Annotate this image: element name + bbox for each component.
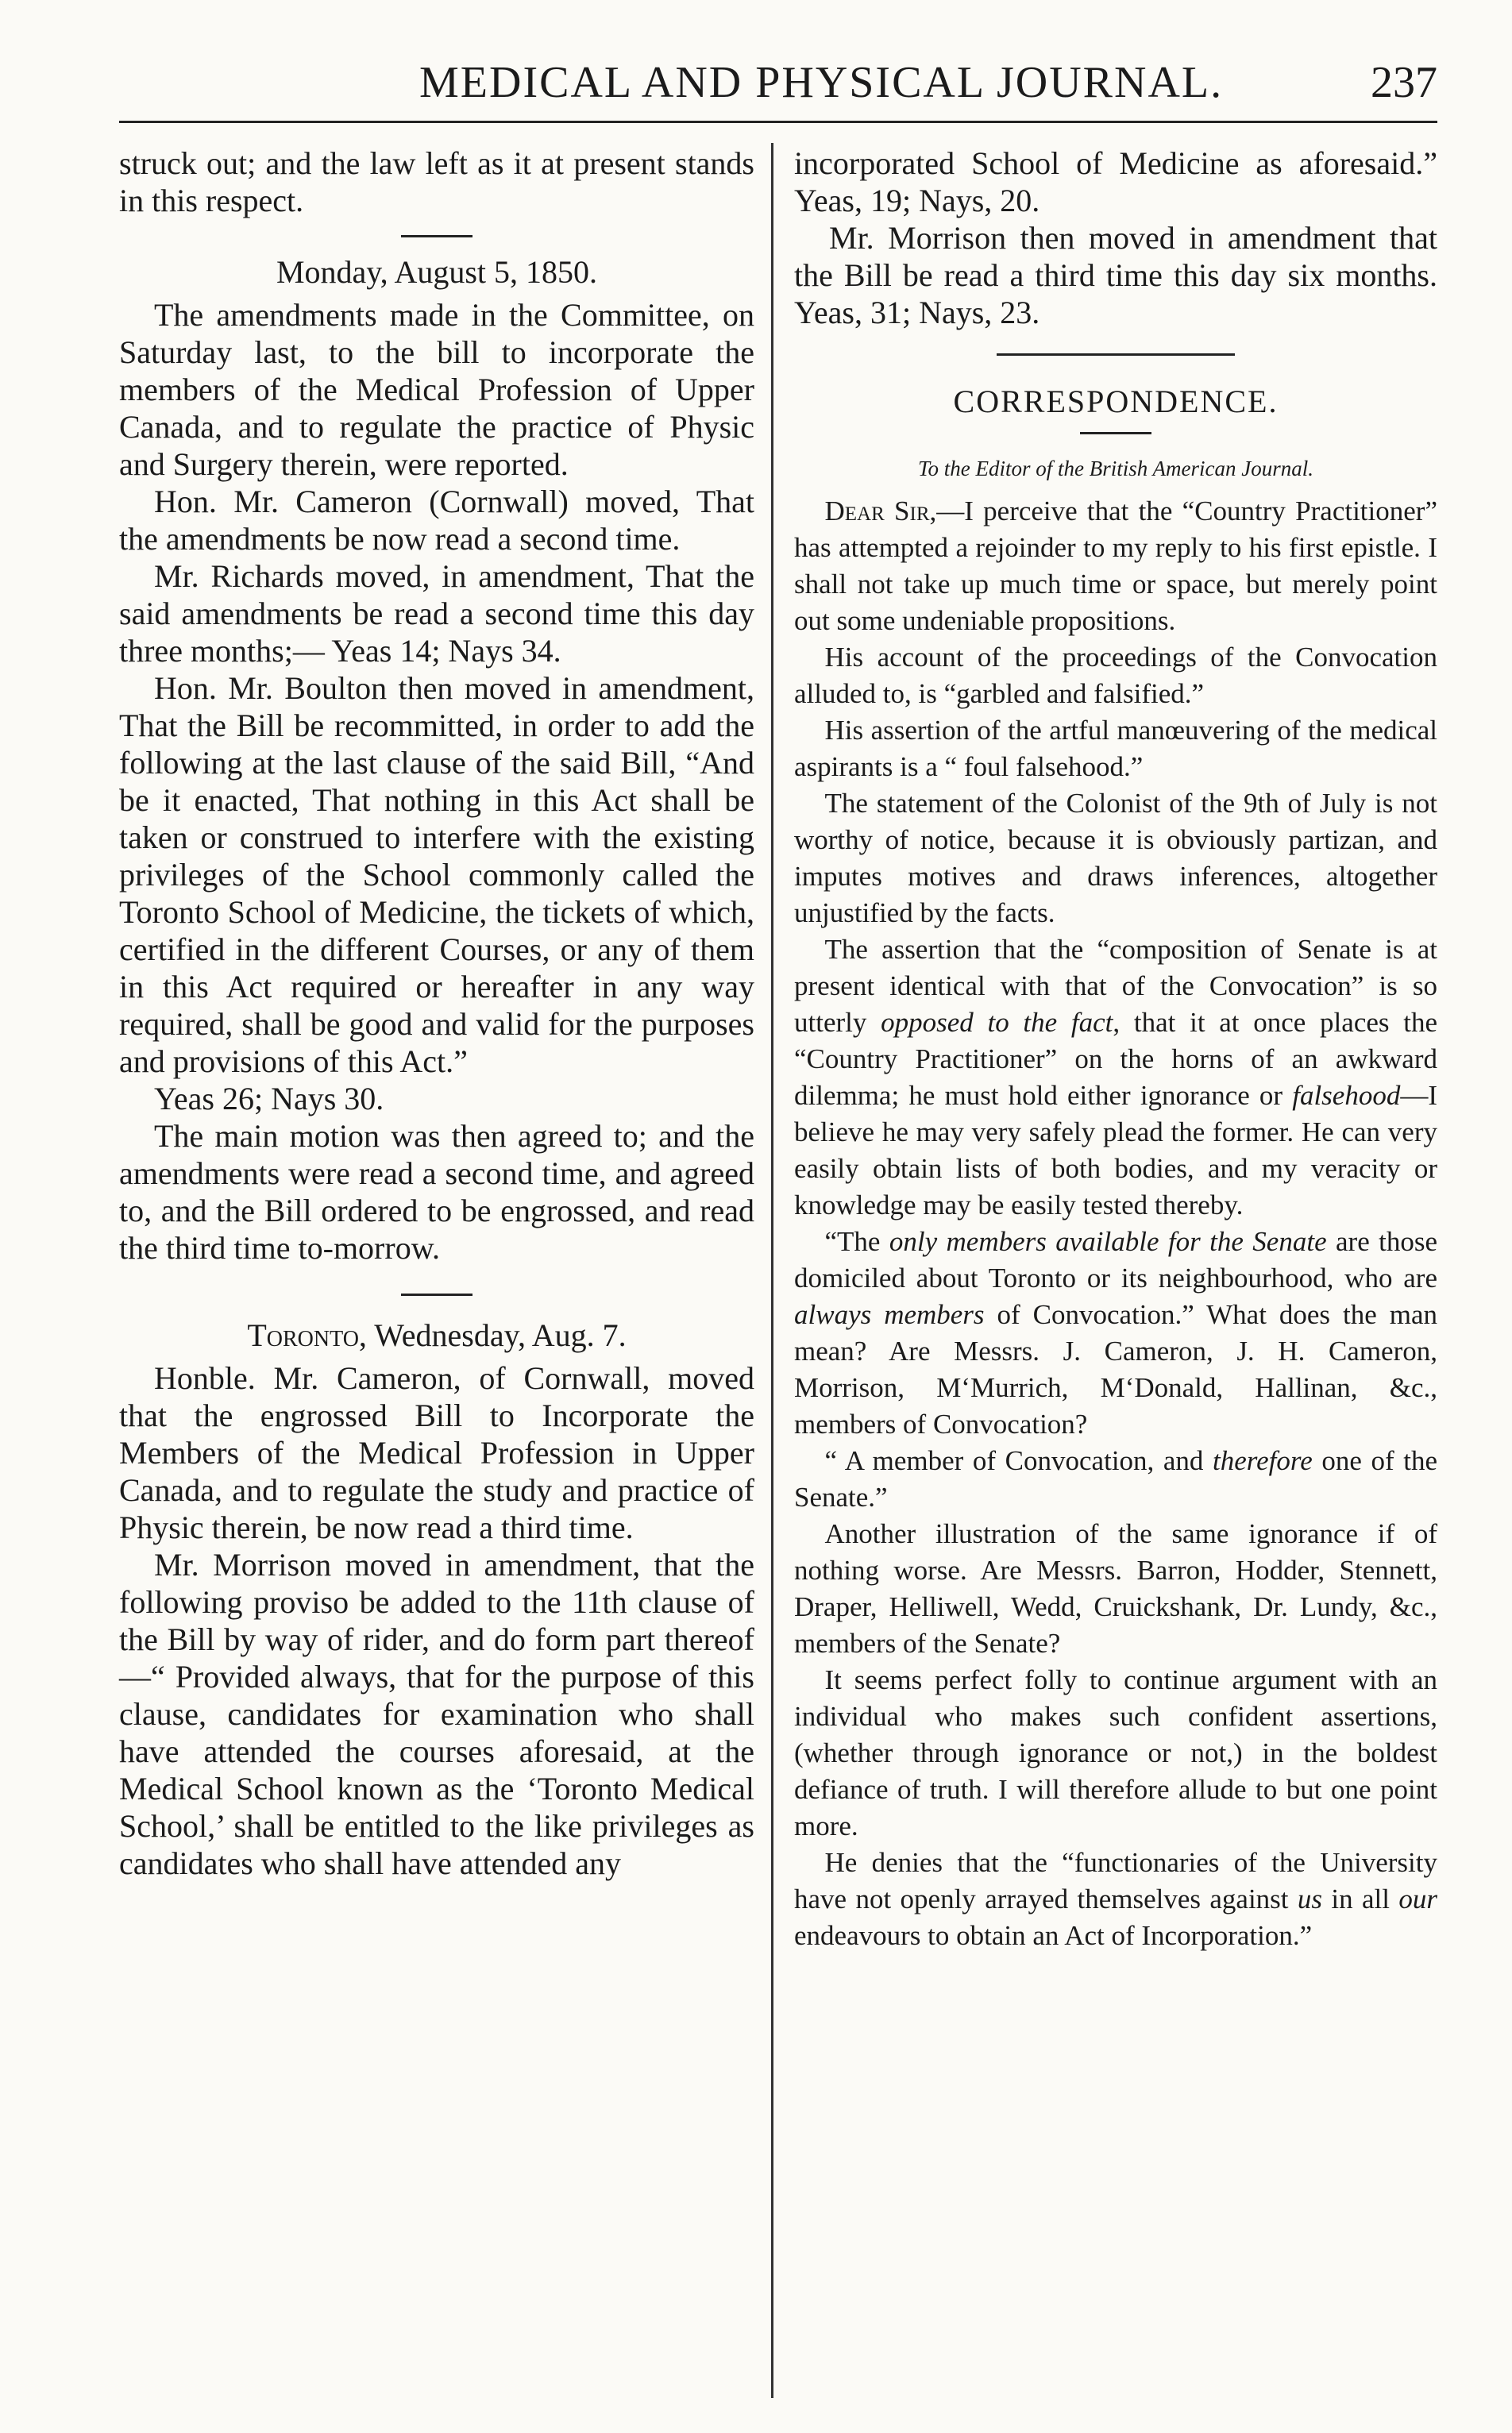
paragraph: Hon. Mr. Cameron (Cornwall) moved, That the amendments be now read a second time. [119, 484, 754, 557]
section-divider [997, 353, 1235, 356]
paragraph: Honble. Mr. Cameron, of Cornwall, moved that the engrossed Bill to Incorporate the Members of the Medical Profession in Upper Canada, and to regulate the study and practice of Physic therein, be now read a third time. [119, 1360, 754, 1545]
dateline [119, 1317, 754, 1355]
paragraph: Another illustration of the same ignorance if of nothing worse. Are Messrs. Barron, Hodder, Stennett, Draper, Helliwell, Wedd, Cruickshank, Dr. Lundy, &c., members of the Senate? [794, 1518, 1437, 1659]
paragraph: struck out; and the law left as it at present stands in this respect. [119, 145, 754, 218]
paragraph: Mr. Morrison moved in amendment, that the following proviso be added to the 11th clause of the Bill by way of rider, and do form part thereof—“ Provided always, that for the purpose of this clause, candidates for examination who shall have attended the courses aforesaid, at the Medical School known as the ‘Toronto Medical School,’ shall be entitled to the like privileges as candidates who shall have attended any [119, 1547, 754, 1881]
italic-run: our [1398, 1884, 1437, 1914]
paragraph [794, 1443, 1437, 1516]
italic-run: falsehood [1292, 1080, 1401, 1111]
paragraph: incorporated School of Medicine as aforesaid.” Yeas, 19; Nays, 20. [794, 145, 1437, 218]
text-run: in all [1322, 1884, 1399, 1914]
right-column [794, 145, 1437, 1954]
italic-run: therefore [1213, 1445, 1313, 1476]
italic-run: always members [794, 1299, 985, 1330]
text-run: of Convocation.” What does the man mean? Are Messrs. J. Cameron, J. H. Cameron, Morrison, M‘Murrich, M‘Donald, Hallinan, &c., members of Convocation? [794, 1299, 1437, 1440]
paragraph: His account of the proceedings of the Convocation alluded to, is “garbled and falsified.” [794, 642, 1437, 709]
section-divider [401, 1294, 472, 1296]
paragraph: The statement of the Colonist of the 9th of July is not worthy of notice, because it is obviously partizan, and imputes motives and draws inferences, altogether unjustified by the facts. [794, 788, 1437, 928]
paragraph: Mr. Morrison then moved in amendment that the Bill be read a third time this day six months. Yeas, 31; Nays, 23. [794, 220, 1437, 330]
text-run: “The [824, 1226, 889, 1257]
paragraph [794, 931, 1437, 1224]
dateline-date: Wednesday, Aug. 7. [366, 1317, 627, 1353]
italic-run: opposed to the fact [881, 1007, 1113, 1038]
paragraph [794, 493, 1437, 639]
paragraph-text: —I perceive that the “Country Practitioner” has attempted a rejoinder to my reply to his first epistle. I shall not take up much time or space, but merely point out some undeniable propositions. [794, 495, 1437, 636]
salutation: To the Editor of the British American Journal. [918, 457, 1313, 480]
italic-run: us [1297, 1884, 1323, 1914]
left-column [119, 145, 754, 1882]
italic-run: only members available for the Senate [889, 1226, 1327, 1257]
paragraph: The main motion was then agreed to; and the amendments were read a second time, and agreed to, and the Bill ordered to be engrossed, and read the third time to-morrow. [119, 1118, 754, 1266]
text-run: one of the Senate.” [794, 1445, 1437, 1513]
running-title: MEDICAL AND PHYSICAL JOURNAL. [419, 58, 1224, 107]
paragraph: It seems perfect folly to continue argument with an individual who makes such confident assertions, (whether through ignorance or not,) in the boldest defiance of truth. I will therefore allude to but one point more. [794, 1664, 1437, 1841]
dateline: Monday, August 5, 1850. [276, 254, 598, 290]
text-run: endeavours to obtain an Act of Incorporation.” [794, 1920, 1313, 1951]
text-run: , that it at once places the “Country Practitioner” on the horns of an awkward dilemma; he must hold either ignorance or [794, 1007, 1437, 1111]
dateline-place: Toronto, [247, 1317, 367, 1353]
paragraph: Hon. Mr. Boulton then moved in amendment, That the Bill be recommitted, in order to add the following at the last clause of the said Bill, “And be it enacted, That nothing in this Act shall be taken or construed to interfere with the existing privileges of the School commonly called the Toronto School of Medicine, the tickets of which, certified in the different Courses, or any of them in this Act required or hereafter in any way required, shall be good and valid for the purposes and provisions of this Act.” [119, 670, 754, 1079]
paragraph: The amendments made in the Committee, on Saturday last, to the bill to incorporate the members of the Medical Profession of Upper Canada, and to regulate the practice of Physic and Surgery therein, were reported. [119, 297, 754, 482]
text-run: are those domiciled about Toronto or its neighbourhood, who are [794, 1226, 1438, 1294]
paragraph: Yeas 26; Nays 30. [154, 1081, 384, 1116]
page-number: 237 [1371, 58, 1437, 107]
section-heading: CORRESPONDENCE. [953, 384, 1279, 419]
page-header [119, 49, 1437, 123]
text-run: The assertion that the “composition of Senate is at present identical with that of the Convocation” is so utterly [794, 934, 1437, 1038]
section-divider [401, 235, 472, 237]
text-run: —I believe he may very safely plead the former. He can very easily obtain lists of both bodies, and my veracity or knowledge may be easily tested thereby. [794, 1080, 1437, 1220]
paragraph [794, 1224, 1437, 1443]
column-divider [771, 143, 773, 2398]
paragraph: Mr. Richards moved, in amendment, That the said amendments be read a second time this day three months;— Yeas 14; Nays 34. [119, 558, 754, 669]
text-run: “ A member of Convocation, and [824, 1445, 1213, 1476]
text-run: He denies that the “functionaries of the University have not openly arrayed themselves against [794, 1847, 1437, 1914]
paragraph: His assertion of the artful manœuvering of the medical aspirants is a “ foul falsehood.” [794, 715, 1437, 782]
paragraph [794, 1845, 1437, 1954]
section-divider [1080, 432, 1151, 434]
letter-opening: Dear Sir, [824, 495, 937, 526]
